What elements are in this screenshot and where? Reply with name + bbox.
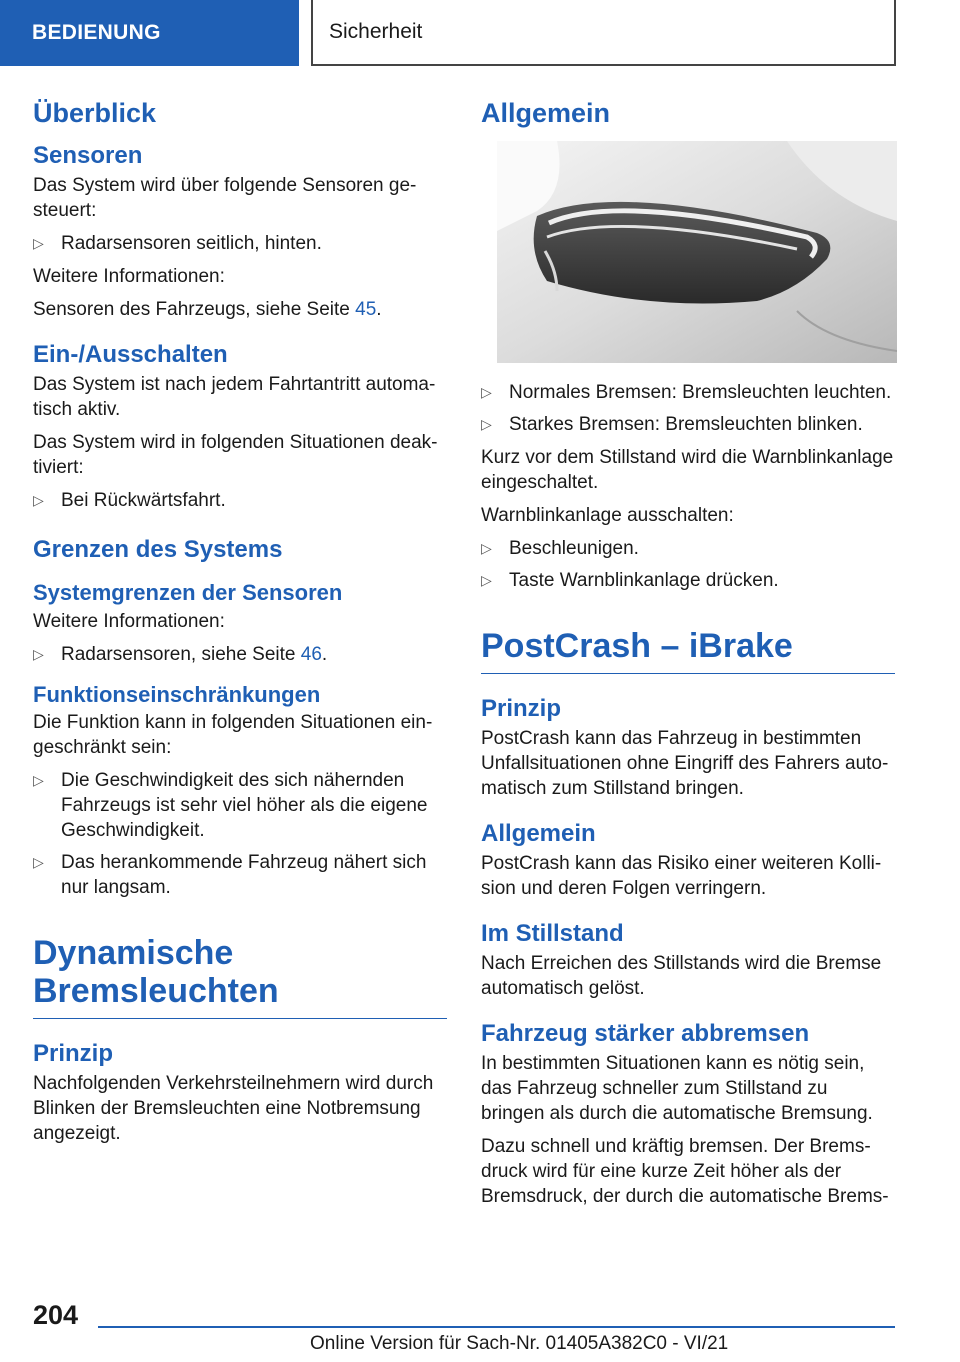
footer-divider (98, 1326, 895, 1328)
postcrash-prinzip-text: PostCrash kann das Fahrzeug in bestimmten Unfallsituationen ohne Eingriff des Fahrers auto-matisch zum Stillstand bringen. (481, 728, 889, 800)
page-link-45[interactable]: 45 (355, 299, 377, 321)
list-item: ▷ Bei Rückwärtsfahrt. (33, 490, 226, 512)
heading-prinzip: Prinzip (33, 1040, 114, 1068)
staerker-text-2: Dazu schnell und kräftig bremsen. Der Brems-druck wird für eine kurze Zeit höher als der Bremsdruck, der durch die automatische Brems- (481, 1136, 889, 1208)
header-section-tab (0, 0, 299, 66)
grenzen-ref-list (33, 642, 447, 667)
postcrash-allgemein-text: PostCrash kann das Risiko einer weiteren Kolli-sion und deren Folgen verringern. (481, 853, 882, 900)
bullet-icon: ▷ (481, 384, 492, 401)
grenzen-more: Weitere Informationen: (33, 610, 225, 632)
list-item: ▷ Taste Warnblinkanlage drücken. (481, 570, 779, 592)
warnblink-off-text: Warnblinkanlage ausschalten: (481, 505, 734, 527)
staerker-text-1: In bestimmten Situationen kann es nötig sein, das Fahrzeug schneller zum Stillstand zu bringen als durch die automatische Bremsung. (481, 1053, 873, 1125)
warnblink-off-list (481, 536, 895, 593)
bullet-icon: ▷ (33, 645, 44, 662)
chapter-title-postcrash: PostCrash – iBrake (481, 627, 895, 674)
bullet-icon: ▷ (481, 572, 492, 589)
prinzip-text: Nachfolgenden Verkehrsteilnehmern wird durch Blinken der Bremsleuchten eine Notbremsung angezeigt. (33, 1073, 434, 1145)
header-topic-box (311, 0, 896, 66)
list-item: ▷ Radarsensoren seitlich, hinten. (33, 233, 322, 255)
page-number: 204 (33, 1300, 79, 1330)
bullet-icon: ▷ (481, 540, 492, 557)
einaus-list (33, 488, 447, 513)
bullet-icon: ▷ (33, 854, 44, 871)
sensoren-reference: Sensoren des Fahrzeugs, siehe Seite 45. (33, 299, 382, 321)
warnblink-text: Kurz vor dem Stillstand wird die Warnblinkanlage eingeschaltet. (481, 447, 894, 494)
heading-grenzen: Grenzen des Systems (33, 536, 283, 564)
einaus-text-1: Das System ist nach jedem Fahrtantritt automa-tisch aktiv. (33, 374, 436, 421)
sensoren-text: Das System wird über folgende Sensoren ge-steuert: (33, 175, 417, 222)
list-item: ▷ Normales Bremsen: Bremsleuchten leuchten. (481, 382, 892, 404)
bullet-icon: ▷ (33, 492, 44, 509)
einaus-text-2: Das System wird in folgenden Situationen deak-tiviert: (33, 432, 438, 479)
left-column (33, 96, 447, 1154)
list-item: ▷ Die Geschwindigkeit des sich nähernden Fahrzeugs ist sehr viel höher als die eigene Geschwindigkeit. (33, 770, 428, 842)
header-topic-label: Sicherheit (329, 20, 423, 43)
list-item: ▷ Radarsensoren, siehe Seite 46. (33, 643, 328, 665)
heading-im-stillstand: Im Stillstand (481, 920, 624, 948)
heading-staerker-abbremsen: Fahrzeug stärker abbremsen (481, 1020, 810, 1048)
footer-online-version: Online Version für Sach-Nr. 01405A382C0 - VI/21 (310, 1333, 729, 1354)
right-column (481, 96, 895, 1217)
header-section-label: BEDIENUNG (32, 21, 161, 44)
heading-sensoren: Sensoren (33, 142, 143, 170)
heading-ein-ausschalten: Ein-/Ausschalten (33, 341, 228, 369)
section-title-allgemein: Allgemein (481, 98, 611, 128)
bullet-icon: ▷ (33, 235, 44, 252)
heading-funktionseinschraenkungen: Funktionseinschränkungen (33, 681, 321, 707)
heading-prinzip-postcrash: Prinzip (481, 695, 562, 723)
bullet-icon: ▷ (33, 772, 44, 789)
heading-allgemein-postcrash: Allgemein (481, 820, 596, 848)
stillstand-text: Nach Erreichen des Stillstands wird die Bremse automatisch gelöst. (481, 953, 882, 1000)
chapter-title-dynamische-bremsleuchten: Dynamische Bremsleuchten (33, 934, 447, 1019)
sensoren-list (33, 231, 447, 256)
brake-behaviour-list (481, 380, 895, 437)
list-item: ▷ Starkes Bremsen: Bremsleuchten blinken. (481, 414, 863, 436)
section-title-ueberblick: Überblick (33, 98, 157, 128)
brake-light-image (497, 141, 897, 363)
grenzen-text: Die Funktion kann in folgenden Situationen ein-geschränkt sein: (33, 712, 433, 759)
page-link-46[interactable]: 46 (300, 643, 322, 665)
list-item: ▷ Beschleunigen. (481, 538, 639, 560)
sensoren-more: Weitere Informationen: (33, 266, 225, 288)
grenzen-list (33, 768, 447, 900)
heading-systemgrenzen: Systemgrenzen der Sensoren (33, 580, 343, 606)
list-item: ▷ Das herankommende Fahrzeug nähert sich nur langsam. (33, 852, 427, 899)
bullet-icon: ▷ (481, 416, 492, 433)
